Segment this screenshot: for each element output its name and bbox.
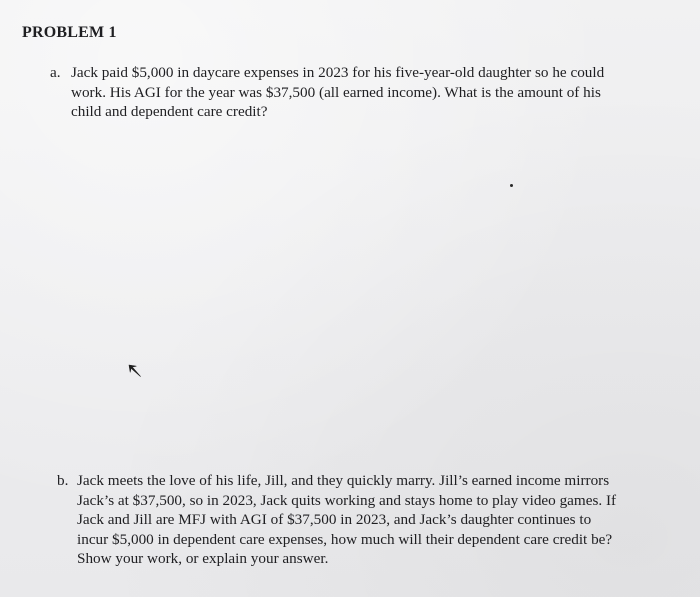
question-a-text: [71, 63, 650, 122]
question-a-line: work. His AGI for the year was $37,500 (all earned income). What is the amount of his: [71, 83, 601, 101]
question-b-line: Jack and Jill are MFJ with AGI of $37,500 in 2023, and Jack’s daughter continues to: [77, 511, 592, 528]
question-a-line: child and dependent care credit?: [71, 103, 268, 120]
question-a-marker: a.: [50, 64, 61, 81]
question-a-line: Jack paid $5,000 in daycare expenses in 2023 for his five-year-old daughter so he could: [71, 64, 605, 81]
stray-dot-mark: [510, 184, 513, 187]
question-b-line: Jack’s at $37,500, so in 2023, Jack quits working and stays home to play video games. If: [77, 491, 617, 509]
question-b-line: Jack meets the love of his life, Jill, and they quickly marry. Jill’s earned income mirrors: [77, 472, 610, 489]
question-b-marker: b.: [57, 472, 69, 489]
question-b: [57, 471, 677, 569]
question-b-line: incur $5,000 in dependent care expenses, how much will their dependent care credit be?: [77, 530, 613, 548]
mouse-pointer-icon: [128, 364, 142, 378]
question-b-line: Show your work, or explain your answer.: [77, 550, 329, 567]
problem-title: PROBLEM 1: [22, 24, 117, 41]
question-a: [50, 63, 650, 122]
question-b-text: [77, 471, 677, 569]
